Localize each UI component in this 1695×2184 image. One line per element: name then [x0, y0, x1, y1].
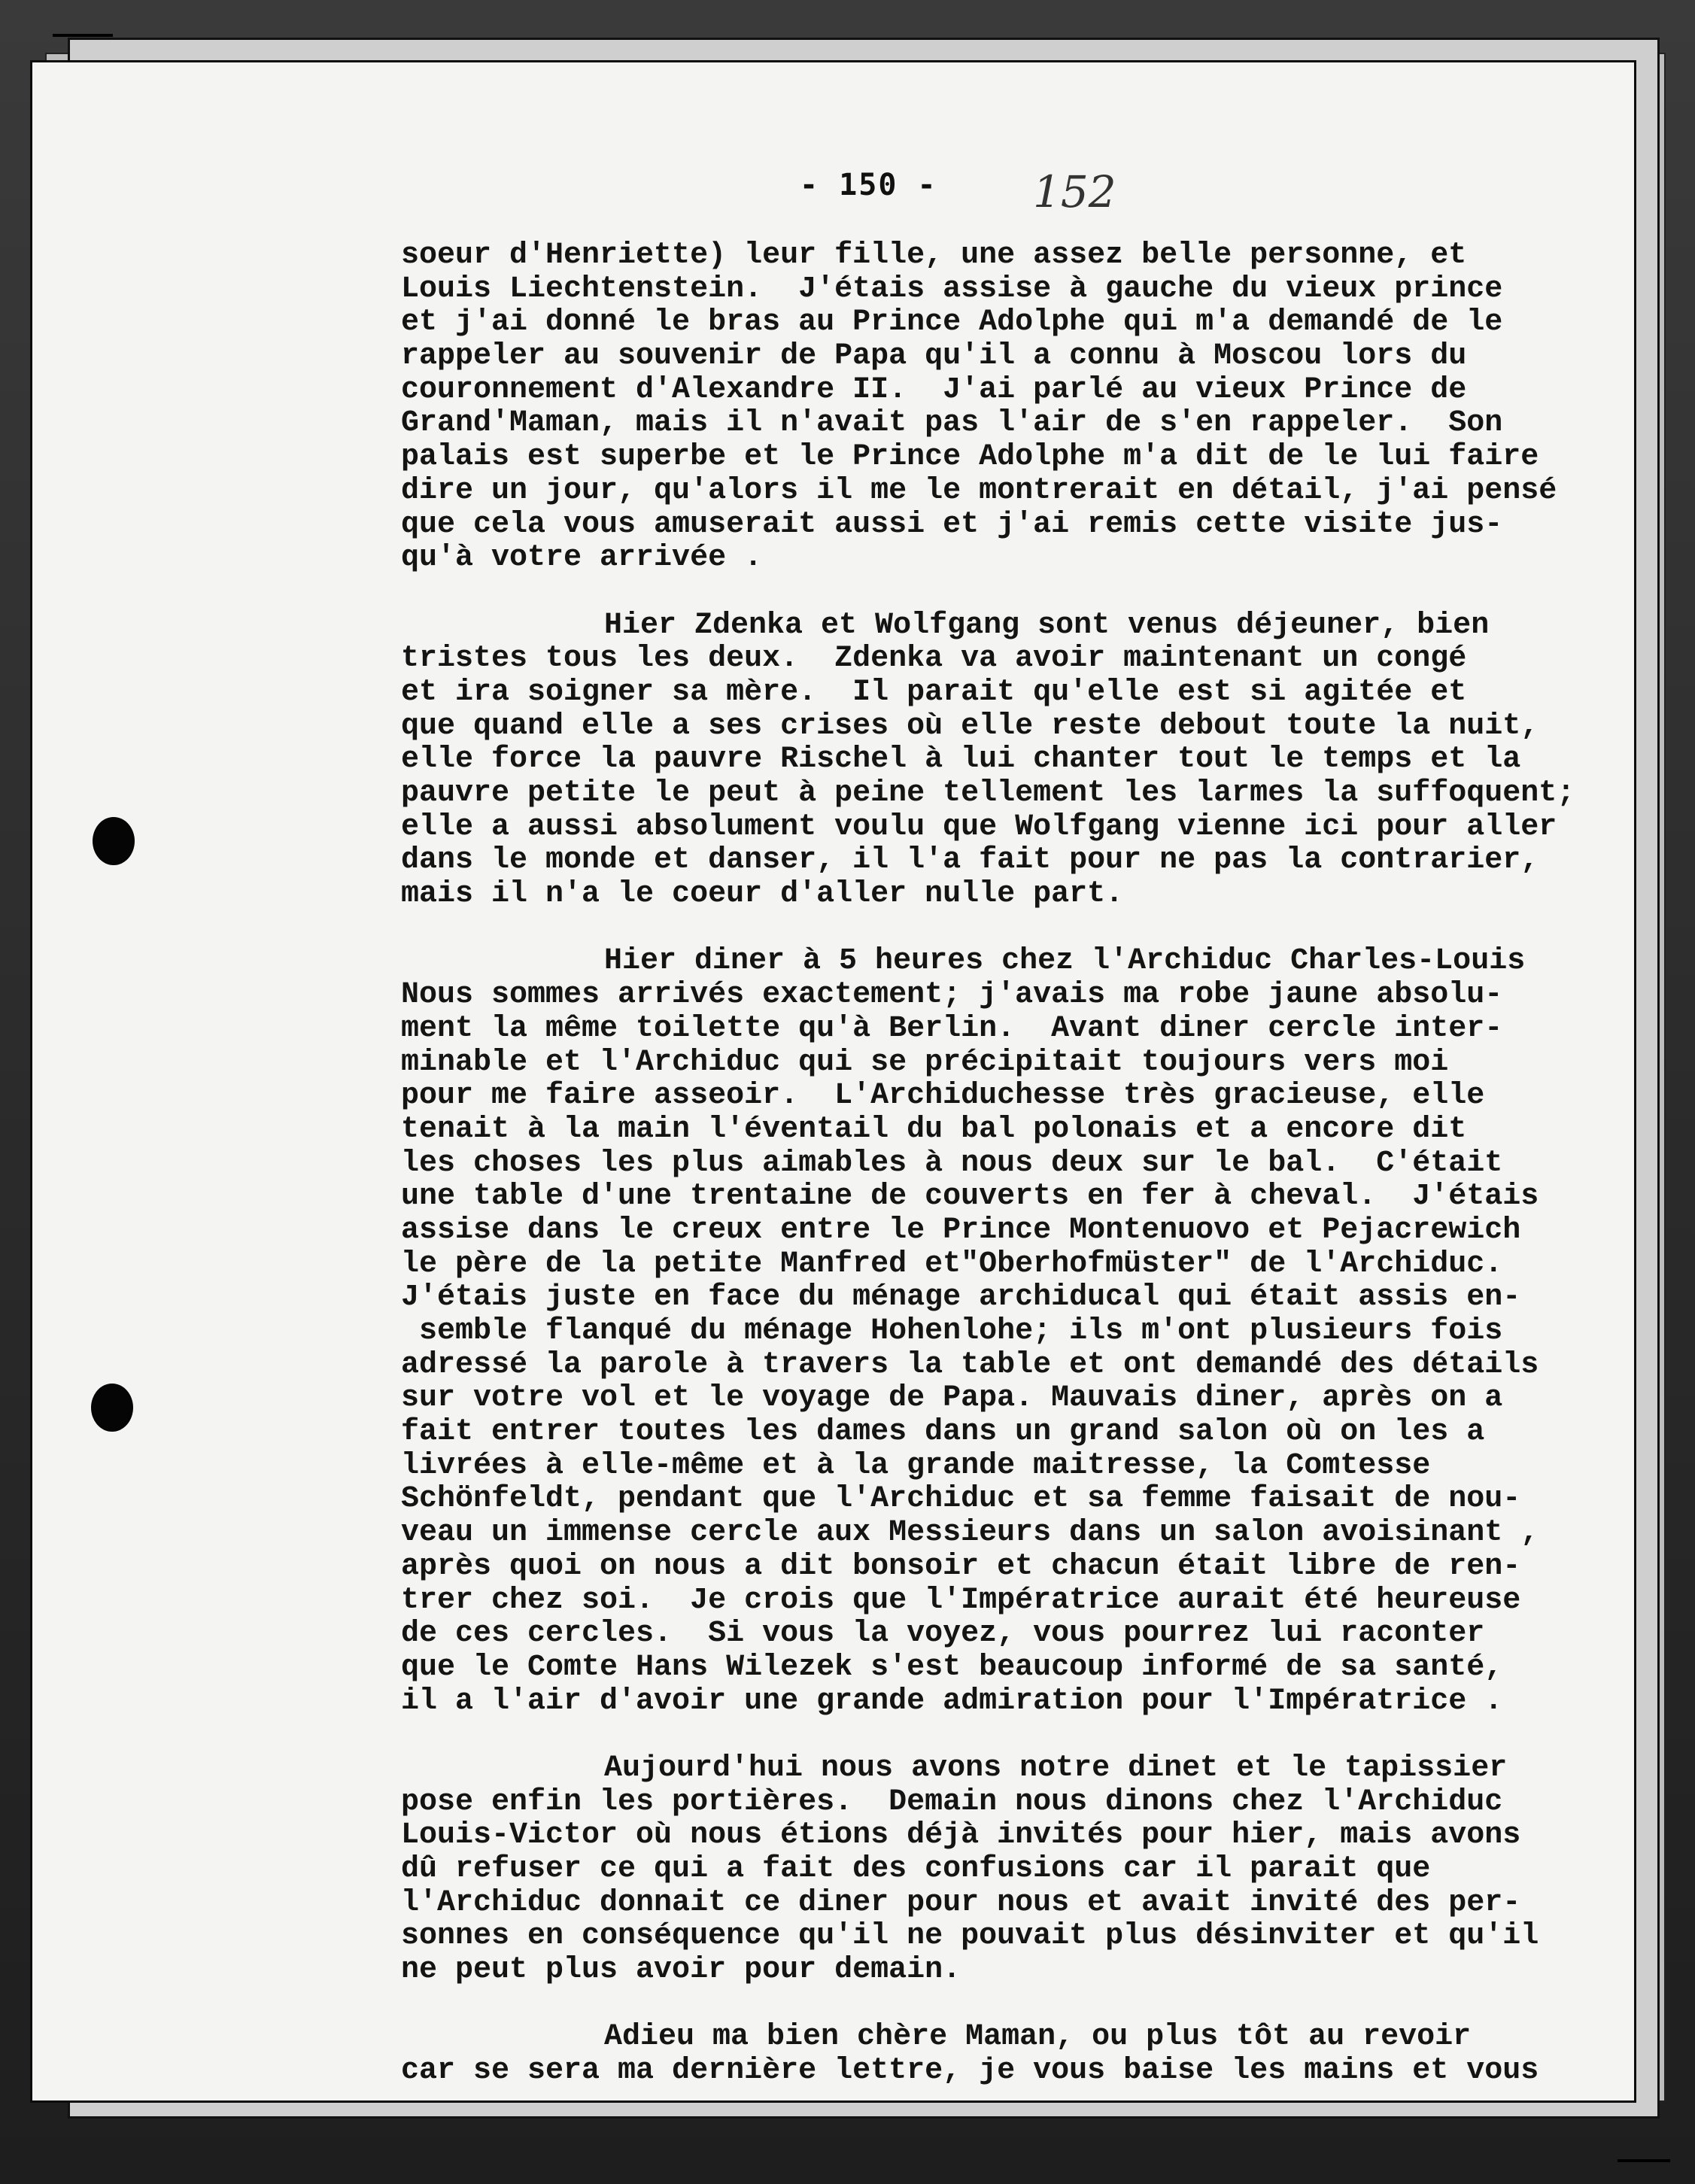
text-line: elle force la pauvre Rischel à lui chanter tout le temps et la [401, 743, 1521, 777]
text-line: Adieu ma bien chère Maman, ou plus tôt au revoir [604, 2020, 1472, 2055]
text-line: que cela vous amuserait aussi et j'ai remis cette visite jus- [401, 507, 1503, 542]
text-line: couronnement d'Alexandre II. J'ai parlé au vieux Prince de [401, 372, 1467, 407]
typewritten-page [30, 60, 1636, 2103]
text-line: trer chez soi. Je crois que l'Impératrice aurait été heureuse [401, 1583, 1521, 1617]
text-line: Hier Zdenka et Wolfgang sont venus déjeuner, bien [604, 608, 1490, 642]
text-line: dire un jour, qu'alors il me le montrerait en détail, j'ai pensé [401, 473, 1557, 508]
text-line: Hier diner à 5 heures chez l'Archiduc Charles-Louis [604, 944, 1526, 979]
crop-mark [53, 34, 113, 37]
text-line: car se sera ma dernière lettre, je vous baise les mains et vous [401, 2054, 1539, 2088]
text-line: Louis Liechtenstein. J'étais assise à gauche du vieux prince [401, 272, 1503, 306]
text-line: Louis-Victor où nous étions déjà invités pour hier, mais avons [401, 1818, 1521, 1853]
text-line: les choses les plus aimables à nous deux sur le bal. C'était [401, 1146, 1503, 1180]
text-line: palais est superbe et le Prince Adolphe m'a dit de le lui faire [401, 440, 1539, 475]
text-line: et ira soigner sa mère. Il parait qu'elle est si agitée et [401, 675, 1467, 709]
punch-hole [93, 817, 135, 865]
paragraph [401, 1752, 1635, 1988]
text-line: veau un immense cercle aux Messieurs dans un salon avoisinant , [401, 1516, 1539, 1551]
text-line: Aujourd'hui nous avons notre dinet et le tapissier [604, 1751, 1508, 1785]
text-line: le père de la petite Manfred et"Oberhofmüster" de l'Archiduc. [401, 1247, 1503, 1281]
text-line: minable et l'Archiduc qui se précipitait toujours vers moi [401, 1045, 1449, 1080]
text-line: elle a aussi absolument voulu que Wolfgang vienne ici pour aller [401, 810, 1557, 844]
letter-body [401, 239, 1635, 2088]
text-line: sur votre vol et le voyage de Papa. Mauvais diner, après on a [401, 1381, 1503, 1416]
text-line: pour me faire asseoir. L'Archiduchesse très gracieuse, elle [401, 1079, 1485, 1113]
text-line: tristes tous les deux. Zdenka va avoir maintenant un congé [401, 642, 1467, 676]
punch-hole [91, 1384, 133, 1432]
text-line: pose enfin les portières. Demain nous dinons chez l'Archiduc [401, 1785, 1503, 1819]
text-line: et j'ai donné le bras au Prince Adolphe qui m'a demandé de le [401, 305, 1503, 340]
paragraph [401, 945, 1635, 1718]
text-line: semble flanqué du ménage Hohenlohe; ils m'ont plusieurs fois [401, 1314, 1503, 1348]
text-line: fait entrer toutes les dames dans un grand salon où on les a [401, 1415, 1485, 1450]
text-line: dû refuser ce qui a fait des confusions car il parait que [401, 1852, 1431, 1886]
text-line: il a l'air d'avoir une grande admiration pour l'Impératrice . [401, 1684, 1503, 1718]
paragraph [401, 239, 1635, 576]
text-line: que le Comte Hans Wilezek s'est beaucoup informé de sa santé, [401, 1650, 1503, 1684]
text-line: rappeler au souvenir de Papa qu'il a connu à Moscou lors du [401, 339, 1467, 374]
text-line: J'étais juste en face du ménage archiducal qui était assis en- [401, 1280, 1521, 1315]
text-line: qu'à votre arrivée . [401, 541, 763, 576]
text-line: de ces cercles. Si vous la voyez, vous pourrez lui raconter [401, 1617, 1485, 1651]
paragraph [401, 2021, 1635, 2088]
handwritten-page-number: 152 [1033, 166, 1116, 217]
text-line: adressé la parole à travers la table et ont demandé des détails [401, 1347, 1539, 1382]
text-line: une table d'une trentaine de couverts en fer à cheval. J'étais [401, 1180, 1539, 1214]
text-line: tenait à la main l'éventail du bal polonais et a encore dit [401, 1112, 1467, 1147]
text-line: Schönfeldt, pendant que l'Archiduc et sa femme faisait de nou- [401, 1482, 1521, 1517]
text-line: sonnes en conséquence qu'il ne pouvait plus désinviter et qu'il [401, 1919, 1539, 1954]
text-line: ment la même toilette qu'à Berlin. Avant diner cercle inter- [401, 1011, 1503, 1046]
text-line: Grand'Maman, mais il n'avait pas l'air de s'en rappeler. Son [401, 406, 1503, 441]
text-line: pauvre petite le peut à peine tellement les larmes la suffoquent; [401, 776, 1575, 810]
text-line: dans le monde et danser, il l'a fait pour ne pas la contrarier, [401, 843, 1539, 878]
text-line: après quoi on nous a dit bonsoir et chacun était libre de ren- [401, 1549, 1521, 1584]
text-line: soeur d'Henriette) leur fille, une assez belle personne, et [401, 238, 1467, 272]
text-line: assise dans le creux entre le Prince Montenuovo et Pejacrewich [401, 1213, 1521, 1247]
page-number: - 150 - [800, 168, 937, 202]
text-line: que quand elle a ses crises où elle reste debout toute la nuit, [401, 709, 1539, 743]
paragraph [401, 609, 1635, 912]
text-line: Nous sommes arrivés exactement; j'avais ma robe jaune absolu- [401, 978, 1503, 1013]
text-line: mais il n'a le coeur d'aller nulle part. [401, 877, 1124, 912]
text-line: l'Archiduc donnait ce diner pour nous et avait invité des per- [401, 1885, 1521, 1920]
text-line: ne peut plus avoir pour demain. [401, 1953, 961, 1988]
text-line: livrées à elle-même et à la grande maitresse, la Comtesse [401, 1448, 1431, 1483]
crop-mark [1618, 2159, 1670, 2162]
